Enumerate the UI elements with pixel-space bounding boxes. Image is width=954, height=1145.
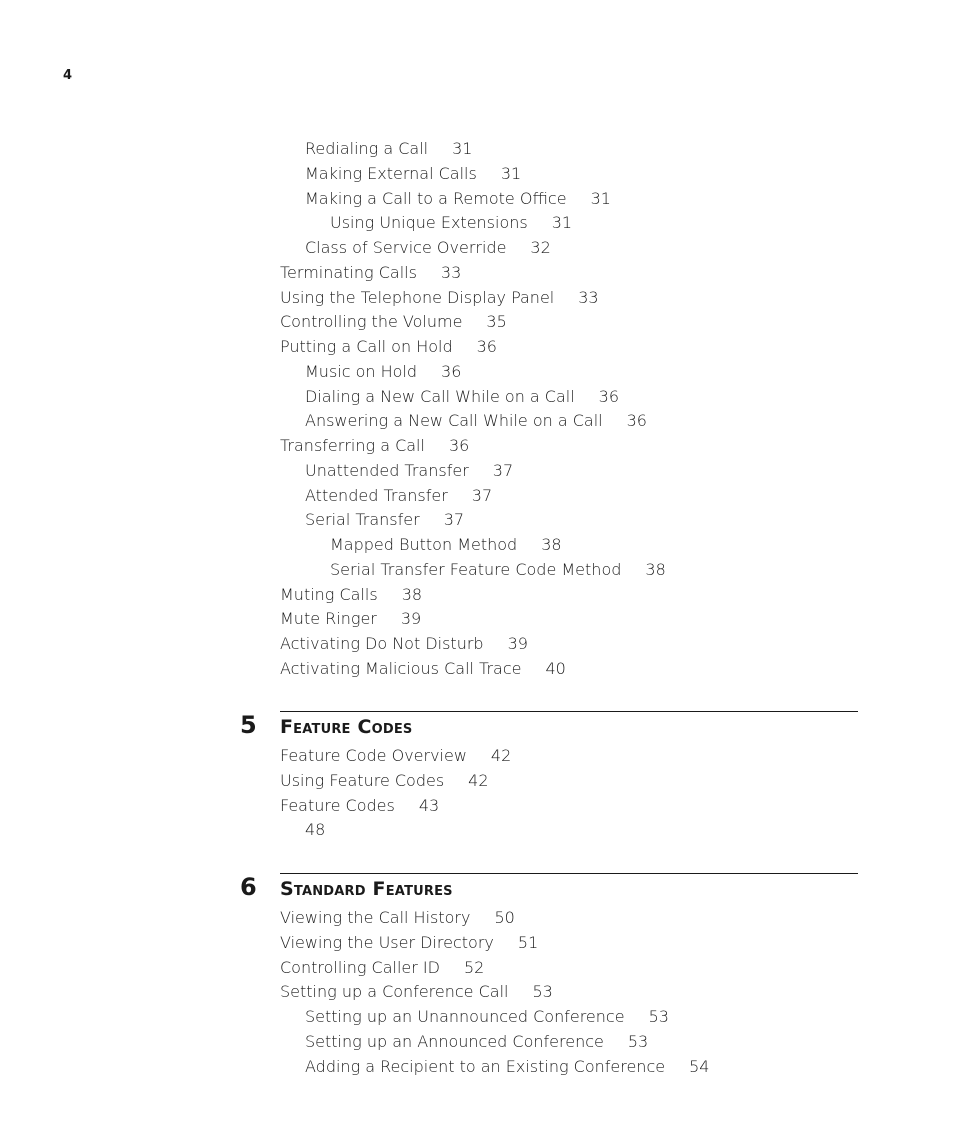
toc-entry-title: Using Feature Codes [280,770,445,790]
toc-entry-title: Redialing a Call [305,139,429,158]
toc-entry[interactable] [305,139,472,159]
toc-entry[interactable] [280,908,515,928]
toc-entry-title: Mute Ringer [280,609,377,629]
toc-entry[interactable] [280,933,538,953]
toc-entry-title: Setting up an Announced Conference [305,1032,604,1051]
toc-entry-page: 31 [551,213,573,233]
chapter-6-rule [280,873,858,874]
toc-entry-page: 54 [689,1056,710,1076]
toc-entry-title: Setting up an Unannounced Conference [305,1007,625,1027]
toc-entry-title: Unattended Transfer [305,460,469,480]
toc-entry-title: Mapped Button Method [330,535,518,555]
toc-entry-title: Activating Malicious Call Trace [280,658,522,678]
toc-entry-title: Making a Call to a Remote Office [305,188,567,208]
toc-entry-page: 51 [517,932,539,952]
toc-entry-title: Setting up a Conference Call [280,982,509,1002]
toc-entry-title: Feature Code Overview [280,746,467,765]
toc-entry-page: 31 [500,163,522,183]
toc-entry-page: 36 [626,411,647,431]
toc-entry[interactable] [305,1032,648,1052]
toc-entry[interactable] [305,164,521,184]
toc-entry-page: 36 [598,386,620,406]
toc-entry-title: Making External Calls [305,163,477,183]
toc-entry-page: 37 [492,460,514,480]
chapter-6-title: Standard Features [280,878,453,900]
toc-entry-title: Transferring a Call [280,436,425,456]
toc-entry-page: 37 [471,485,493,505]
toc-entry[interactable] [280,436,469,456]
toc-entry-title: Controlling the Volume [280,312,463,332]
toc-entry-page: 38 [401,584,423,604]
toc-entry[interactable] [305,411,647,431]
toc-entry-page: 43 [418,795,440,815]
toc-entry[interactable] [305,1007,669,1027]
toc-entry-title: Answering a New Call While on a Call [305,411,603,431]
toc-entry[interactable] [280,982,553,1002]
toc-entry-title: Viewing the User Directory [280,932,494,952]
toc-entry-page: 36 [448,436,470,456]
chapter-6-number: 6 [240,873,257,901]
toc-entry-title: Controlling Caller ID [280,957,440,977]
toc-entry-title: Using Unique Extensions [330,213,528,233]
toc-entry-page: 33 [578,287,599,307]
toc-entry[interactable] [305,387,619,407]
toc-entry[interactable] [305,362,461,382]
page-number: 4 [63,68,73,83]
chapter-5-title: Feature Codes [280,716,413,738]
toc-entry-title: Terminating Calls [280,262,417,282]
toc-entry[interactable] [280,585,422,605]
toc-entry[interactable] [280,288,599,308]
toc-entry-title: Serial Transfer [305,510,420,530]
toc-entry[interactable] [280,337,497,357]
toc-entry[interactable] [280,958,484,978]
toc-entry-page: 31 [452,139,473,158]
toc-entry-page: 32 [530,238,551,258]
toc-entry[interactable] [280,634,528,654]
toc-entry-title: Serial Transfer Feature Code Method [330,559,622,579]
toc-entry-page: 42 [468,770,489,790]
toc-entry-title: Class of Service Override [305,238,507,258]
toc-entry-title: Viewing the Call History [280,908,471,927]
toc-entry-page: 40 [545,658,566,678]
toc-entry[interactable] [305,510,464,530]
toc-entry[interactable] [280,659,566,679]
chapter-5-number: 5 [240,711,257,739]
toc-entry[interactable] [280,796,439,816]
toc-entry-page: 42 [490,746,512,765]
toc-entry-page: 53 [532,982,553,1002]
toc-entry[interactable] [305,486,492,506]
toc-entry[interactable] [305,238,551,258]
toc-entry[interactable] [305,189,611,209]
toc-entry-title: Activating Do Not Disturb [280,634,484,654]
toc-entry-page: 38 [541,535,562,555]
toc-entry-page: 36 [476,337,497,357]
toc-entry-title: Putting a Call on Hold [280,337,453,357]
toc-entry[interactable] [305,1057,709,1077]
toc-entry[interactable] [280,771,489,791]
toc-entry-title: Using the Telephone Display Panel [280,287,555,307]
toc-entry[interactable] [280,746,511,766]
toc-entry-page: 33 [440,262,462,282]
toc-entry-page: 39 [400,609,422,629]
toc-entry-title: Adding a Recipient to an Existing Conference [305,1056,666,1076]
toc-entry-page: 31 [590,188,611,208]
toc-entry-page: 39 [507,634,528,654]
toc-entry[interactable] [280,609,421,629]
toc-entry-page: 50 [494,908,515,927]
toc-entry-title: Feature Codes [280,795,395,815]
toc-entry[interactable] [330,560,666,580]
chapter-5-rule [280,711,858,712]
toc-entry[interactable] [330,535,562,555]
toc-entry[interactable] [330,213,572,233]
toc-entry-title: Music on Hold [305,361,418,381]
toc-entry-page: 48 [305,820,326,840]
toc-entry-page: 52 [463,957,485,977]
toc-entry-page: 37 [443,510,465,530]
toc-entry-page: 53 [648,1007,669,1027]
toc-entry[interactable] [305,820,325,840]
toc-entry[interactable] [280,263,461,283]
toc-entry[interactable] [305,461,513,481]
toc-entry-title: Dialing a New Call While on a Call [305,386,575,406]
toc-entry-page: 53 [627,1032,649,1051]
toc-entry-page: 36 [441,361,462,381]
toc-entry-title: Attended Transfer [305,485,448,505]
toc-entry-title: Muting Calls [280,584,378,604]
toc-entry[interactable] [280,312,507,332]
toc-entry-page: 38 [645,559,666,579]
toc-entry-page: 35 [486,312,507,332]
